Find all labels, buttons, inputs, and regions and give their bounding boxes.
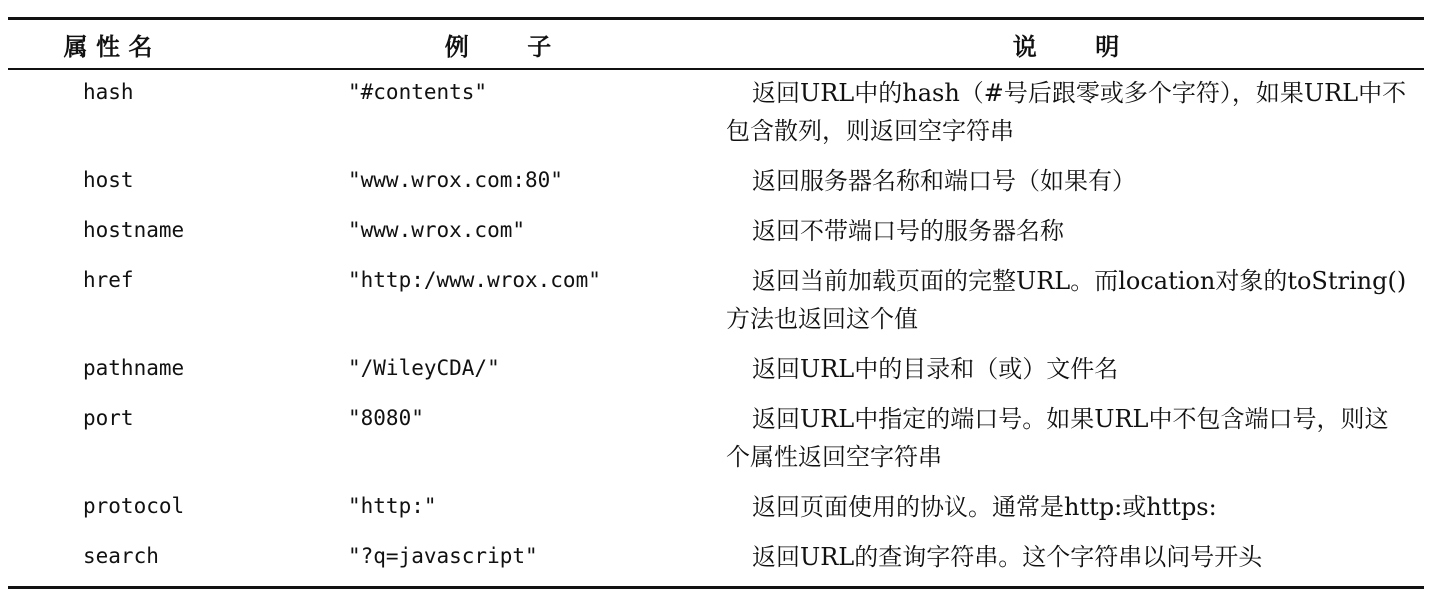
table-row	[8, 262, 1424, 338]
table-row	[8, 350, 1424, 388]
property-name: hostname	[83, 217, 185, 242]
property-name: host	[83, 167, 134, 192]
bottom-rule	[8, 586, 1424, 589]
property-description: 返回服务器名称和端口号（如果有）	[752, 166, 1136, 195]
table-row	[8, 538, 1424, 576]
property-description: 返回URL的查询字符串。这个字符串以问号开头	[752, 542, 1263, 571]
property-example: "8080"	[348, 405, 424, 430]
property-description: 返回URL中指定的端口号。如果URL中不包含端口号，则这个属性返回空字符串	[726, 404, 1389, 471]
property-name: href	[83, 267, 134, 292]
property-name: search	[83, 543, 159, 568]
property-description: 返回URL中的目录和（或）文件名	[752, 354, 1119, 383]
location-properties-table	[8, 17, 1424, 589]
table-row	[8, 162, 1424, 200]
table-row	[8, 400, 1424, 476]
property-example: "www.wrox.com:80"	[348, 167, 563, 192]
property-name: port	[83, 405, 134, 430]
property-example: "http:"	[348, 493, 437, 518]
property-name: hash	[83, 79, 134, 104]
property-example: "/WileyCDA/"	[348, 355, 500, 380]
table-header	[8, 20, 1424, 68]
property-description: 返回页面使用的协议。通常是http:或https:	[752, 492, 1217, 521]
property-description: 返回URL中的hash（#号后跟零或多个字符），如果URL中不包含散列，则返回空字符串	[726, 78, 1407, 145]
property-description: 返回当前加载页面的完整URL。而location对象的toString()方法也返回这个值	[726, 266, 1407, 333]
property-example: "www.wrox.com"	[348, 217, 526, 242]
property-example: "?q=javascript"	[348, 543, 538, 568]
property-example: "#contents"	[348, 79, 488, 104]
table-row	[8, 212, 1424, 250]
property-example: "http:/www.wrox.com"	[348, 267, 601, 292]
property-name: protocol	[83, 493, 185, 518]
header-description: 说 明	[1012, 32, 1120, 61]
table-row	[8, 488, 1424, 526]
property-description: 返回不带端口号的服务器名称	[752, 216, 1064, 245]
header-example: 例 子	[444, 32, 552, 61]
header-property-name: 属 性 名	[63, 32, 153, 61]
table-row	[8, 74, 1424, 150]
table-body	[8, 70, 1424, 586]
property-name: pathname	[83, 355, 185, 380]
